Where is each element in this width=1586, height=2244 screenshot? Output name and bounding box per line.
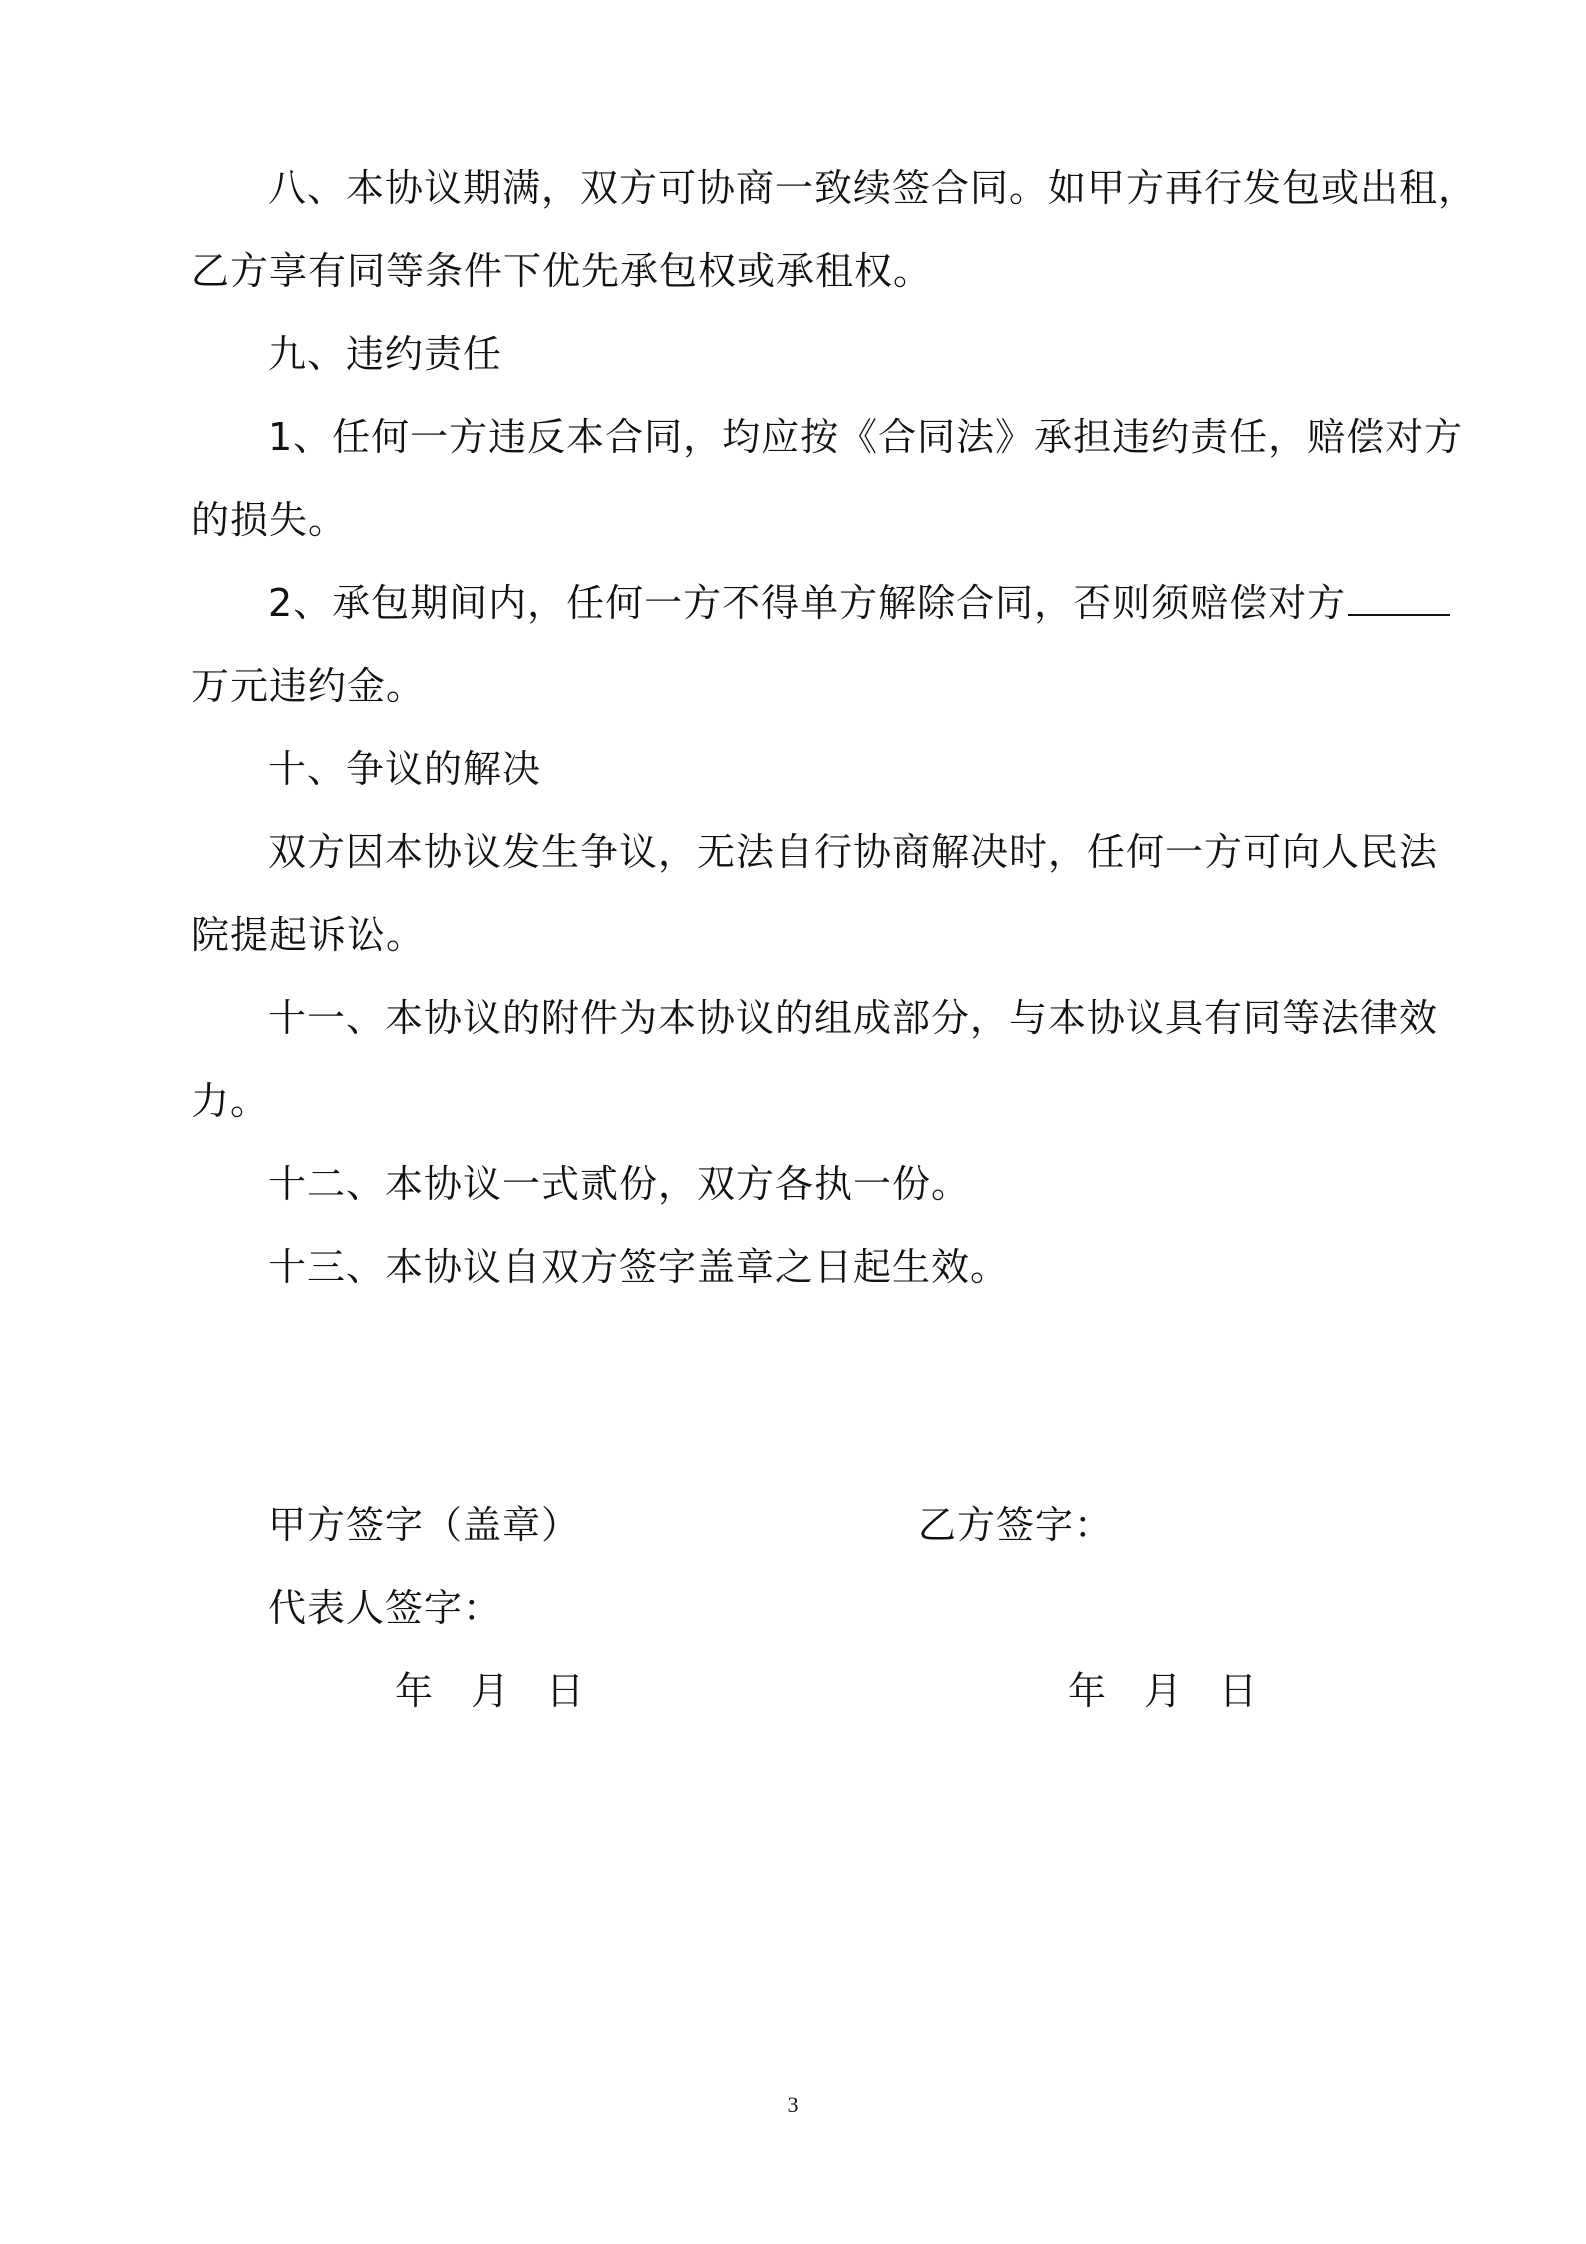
clause-10-title: 十、争议的解决	[268, 747, 542, 791]
clause-12: 十二、本协议一式贰份，双方各执一份。	[268, 1162, 971, 1206]
party-a-signature-label: 甲方签字（盖章）	[268, 1503, 581, 1547]
clause-9-1-line-2: 的损失。	[191, 498, 348, 542]
party-b-date-year: 年	[1068, 1669, 1107, 1713]
page-number: 3	[787, 2092, 799, 2117]
clause-9-1-line-1: 1、任何一方违反本合同，均应按《合同法》承担违约责任，赔偿对方	[268, 415, 1464, 459]
clause-9-2-line-2: 万元违约金。	[191, 664, 426, 708]
clause-9-title: 九、违约责任	[268, 332, 503, 376]
party-a-date-year: 年	[395, 1669, 434, 1713]
party-b-signature-label: 乙方签字：	[918, 1503, 1114, 1547]
representative-signature-label: 代表人签字：	[268, 1586, 503, 1630]
party-b-date-day: 日	[1219, 1669, 1258, 1713]
party-a-date-day: 日	[546, 1669, 585, 1713]
clause-11-line-2: 力。	[191, 1079, 270, 1123]
clause-10-line-1: 双方因本协议发生争议，无法自行协商解决时，任何一方可向人民法	[268, 830, 1439, 874]
party-a-date-month: 月	[471, 1669, 510, 1713]
clause-9-2-line-1	[268, 578, 1450, 628]
clause-13: 十三、本协议自双方签字盖章之日起生效。	[268, 1245, 1010, 1289]
clause-9-2-text: 2、承包期间内，任何一方不得单方解除合同，否则须赔偿对方	[268, 581, 1347, 625]
clause-10-line-2: 院提起诉讼。	[191, 913, 426, 957]
amount-blank	[1348, 582, 1450, 616]
clause-11-line-1: 十一、本协议的附件为本协议的组成部分，与本协议具有同等法律效	[268, 996, 1439, 1040]
clause-8-line-1: 八、本协议期满，双方可协商一致续签合同。如甲方再行发包或出租，	[268, 166, 1478, 210]
clause-8-line-2: 乙方享有同等条件下优先承包权或承租权。	[191, 249, 933, 293]
party-b-date-month: 月	[1144, 1669, 1183, 1713]
